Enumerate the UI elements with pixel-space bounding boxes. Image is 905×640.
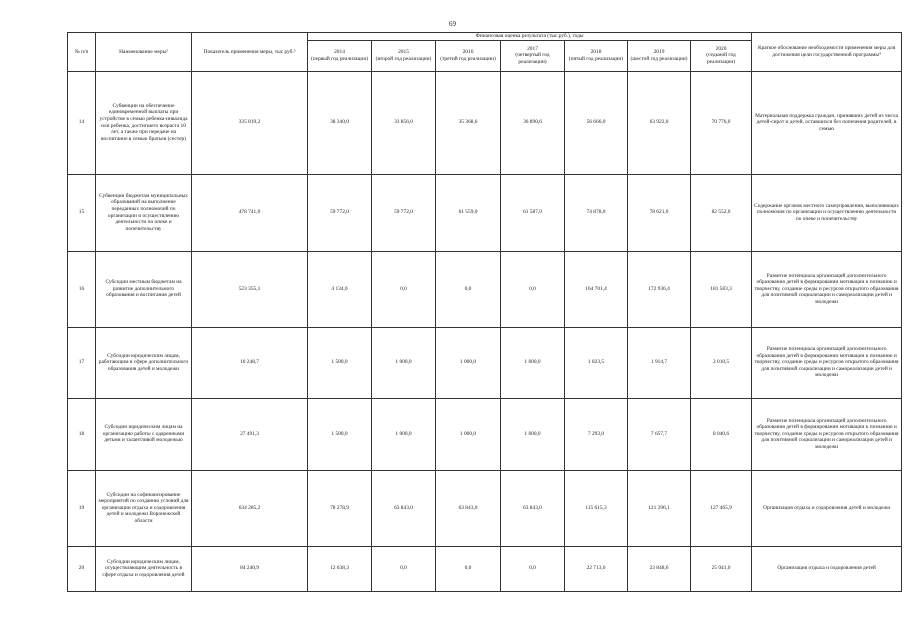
year-value: 23 848,6 [628,546,691,591]
row-number: 14 [68,71,96,174]
year-value: 61 559,0 [436,174,501,251]
year-value: 82 552,0 [691,174,752,251]
year-value: 12 638,3 [308,546,372,591]
year-value: 36 890,6 [501,71,565,174]
header-year [501,40,565,71]
table-row [68,546,902,591]
year-value: 0,0 [436,251,501,327]
year-value: 56 666,0 [565,71,628,174]
header-year [565,40,628,71]
header-year [372,40,436,71]
year-value: 172 936,4 [628,251,691,327]
year-value: 61 587,0 [501,174,565,251]
year-value: 33 856,0 [372,71,436,174]
header-col-finance: Финансовая оценка результата (тыс.руб.), годы [308,33,752,41]
year-value: 121 396,1 [628,470,691,546]
year-value: 63 843,0 [436,470,501,546]
year-note: (третий год реализации) [440,55,496,62]
row-number: 20 [68,546,96,591]
header-col-justification: Краткое обоснование необходимости применения меры для достижения цели государственной программы⁴ [752,33,902,72]
year-value: 1 914,7 [628,327,691,398]
year-value: 1 500,0 [308,327,372,398]
justification: Развитие потенциала организаций дополнительного образования детей в формировании мотивации к познанию и творчеству, создание среды и ресурсов открытого образования для позитивной социализации и самореализации детей и молодежи [752,251,902,327]
row-number: 16 [68,251,96,327]
year-value: 7 293,0 [565,398,628,470]
header-year [436,40,501,71]
year-value: 0,0 [501,251,565,327]
year-value: 38 340,0 [308,71,372,174]
table-row [68,174,902,251]
justification: Материальная поддержка граждан, принявших детей из числа детей-сирот и детей, оставшихся без попечения родителей, в семью [752,71,902,174]
indicator-value: 523 355,1 [192,251,308,327]
measure-name: Субвенции на обеспечение единовременной выплаты при устройстве в семью ребенка-инвалида или ребенка, достигшего возраста 10 лет, а также при передаче на воспитание в семью братьев (сестер) [96,71,192,174]
measures-table [67,32,902,592]
row-number: 19 [68,470,96,546]
table-row [68,251,902,327]
year-label: 2020 [715,45,727,52]
year-label: 2019 [653,49,665,55]
justification: Развитие потенциала организаций дополнительного образования детей в формировании мотивации к познанию и творчеству, создание среды и ресурсов открытого образования для позитивной социализации и самореализации детей и молодежи [752,327,902,398]
year-value: 127 465,9 [691,470,752,546]
year-value: 63 922,0 [628,71,691,174]
measure-name: Субвенции бюджетам муниципальных образований на выполнение переданных полномочий по организации и осуществлению деятельности по опеке и попечительству [96,174,192,251]
measure-name: Субсидии местным бюджетам на развитие дополнительного образования и воспитания детей [96,251,192,327]
indicator-value: 634 285,2 [192,470,308,546]
year-value: 59 772,0 [308,174,372,251]
year-value: 7 657,7 [628,398,691,470]
header-col-name: Наименование меры² [96,33,192,72]
year-value: 59 772,0 [372,174,436,251]
table-row [68,71,902,174]
year-note: (четвертый год реализации) [515,52,550,65]
year-note: (второй год реализации) [375,55,432,62]
year-label: 2015 [398,49,409,55]
indicator-value: 478 741,0 [192,174,308,251]
year-label: 2017 [527,45,538,52]
year-value: 8 040,6 [691,398,752,470]
justification: Развитие потенциала организаций дополнительного образования детей в формировании мотивации к познанию и творчеству, создание среды и ресурсов открытого образования для позитивной социализации и самореализации детей и молодежи [752,398,902,470]
justification: Организация отдыха и оздоровления детей и молодежи [752,470,902,546]
year-value: 25 041,0 [691,546,752,591]
row-number: 18 [68,398,96,470]
row-number: 15 [68,174,96,251]
year-value: 0,0 [372,251,436,327]
justification: Организация отдыха и оздоровления детей [752,546,902,591]
year-label: 2016 [462,49,474,55]
table-row [68,327,902,398]
header-year [308,40,372,71]
year-value: 1 000,0 [501,398,565,470]
year-value: 4 134,0 [308,251,372,327]
year-value: 1 000,0 [436,327,501,398]
year-note: (пятый год реализации) [568,55,624,62]
year-note: (седьмой год реализации) [706,52,736,65]
year-value: 115 615,3 [565,470,628,546]
year-value: 2 010,5 [691,327,752,398]
measure-name: Субсидии юридическим лицам, работающим в сфере дополнительного образования детей и молодежи [96,327,192,398]
year-value: 22 713,0 [565,546,628,591]
justification: Содержание органов местного самоуправления, выполняющих полномочия по организации и осуществлению деятельности по опеке и попечительству [752,174,902,251]
measure-name: Субсидии на софинансирование мероприятий по созданию условий для организации отдыха и оздоровления детей и молодежи Воронежской области [96,470,192,546]
indicator-value: 335 819,2 [192,71,308,174]
year-value: 1 000,0 [372,398,436,470]
year-value: 74 878,0 [565,174,628,251]
year-value: 181 583,3 [691,251,752,327]
header-col-indicator: Показатель применения меры, тыс руб.³ [192,33,308,72]
year-value: 63 843,0 [372,470,436,546]
table-row [68,470,902,546]
row-number: 17 [68,327,96,398]
measure-name: Субсидии юридическим лицам, осуществляющим деятельность в сфере отдыха и оздоровления детей [96,546,192,591]
year-value: 0,0 [436,546,501,591]
indicator-value: 10 248,7 [192,327,308,398]
header-year [691,40,752,71]
year-value: 63 843,0 [501,470,565,546]
year-value: 0,0 [501,546,565,591]
year-value: 1 000,0 [372,327,436,398]
page-number: 69 [449,20,456,28]
year-value: 1 823,5 [565,327,628,398]
year-value: 78 621,0 [628,174,691,251]
year-note: (шестой год реализации) [630,55,688,62]
indicator-value: 84 240,9 [192,546,308,591]
year-value: 0,0 [372,546,436,591]
year-label: 2014 [334,49,345,55]
header-row-top [68,33,902,41]
header-col-no: № п/п [68,33,96,72]
year-value: 35 368,6 [436,71,501,174]
year-value: 164 701,4 [565,251,628,327]
table-row [68,398,902,470]
year-note: (первый год реализации) [310,55,368,62]
year-label: 2018 [590,49,602,55]
year-value: 1 000,0 [501,327,565,398]
year-value: 78 278,9 [308,470,372,546]
header-year [628,40,691,71]
year-value: 1 000,0 [436,398,501,470]
indicator-value: 27 491,3 [192,398,308,470]
year-value: 1 500,0 [308,398,372,470]
measure-name: Субсидии юридическим лицам на организацию работы с одаренными детьми и талантливой молодежью [96,398,192,470]
year-value: 70 776,0 [691,71,752,174]
